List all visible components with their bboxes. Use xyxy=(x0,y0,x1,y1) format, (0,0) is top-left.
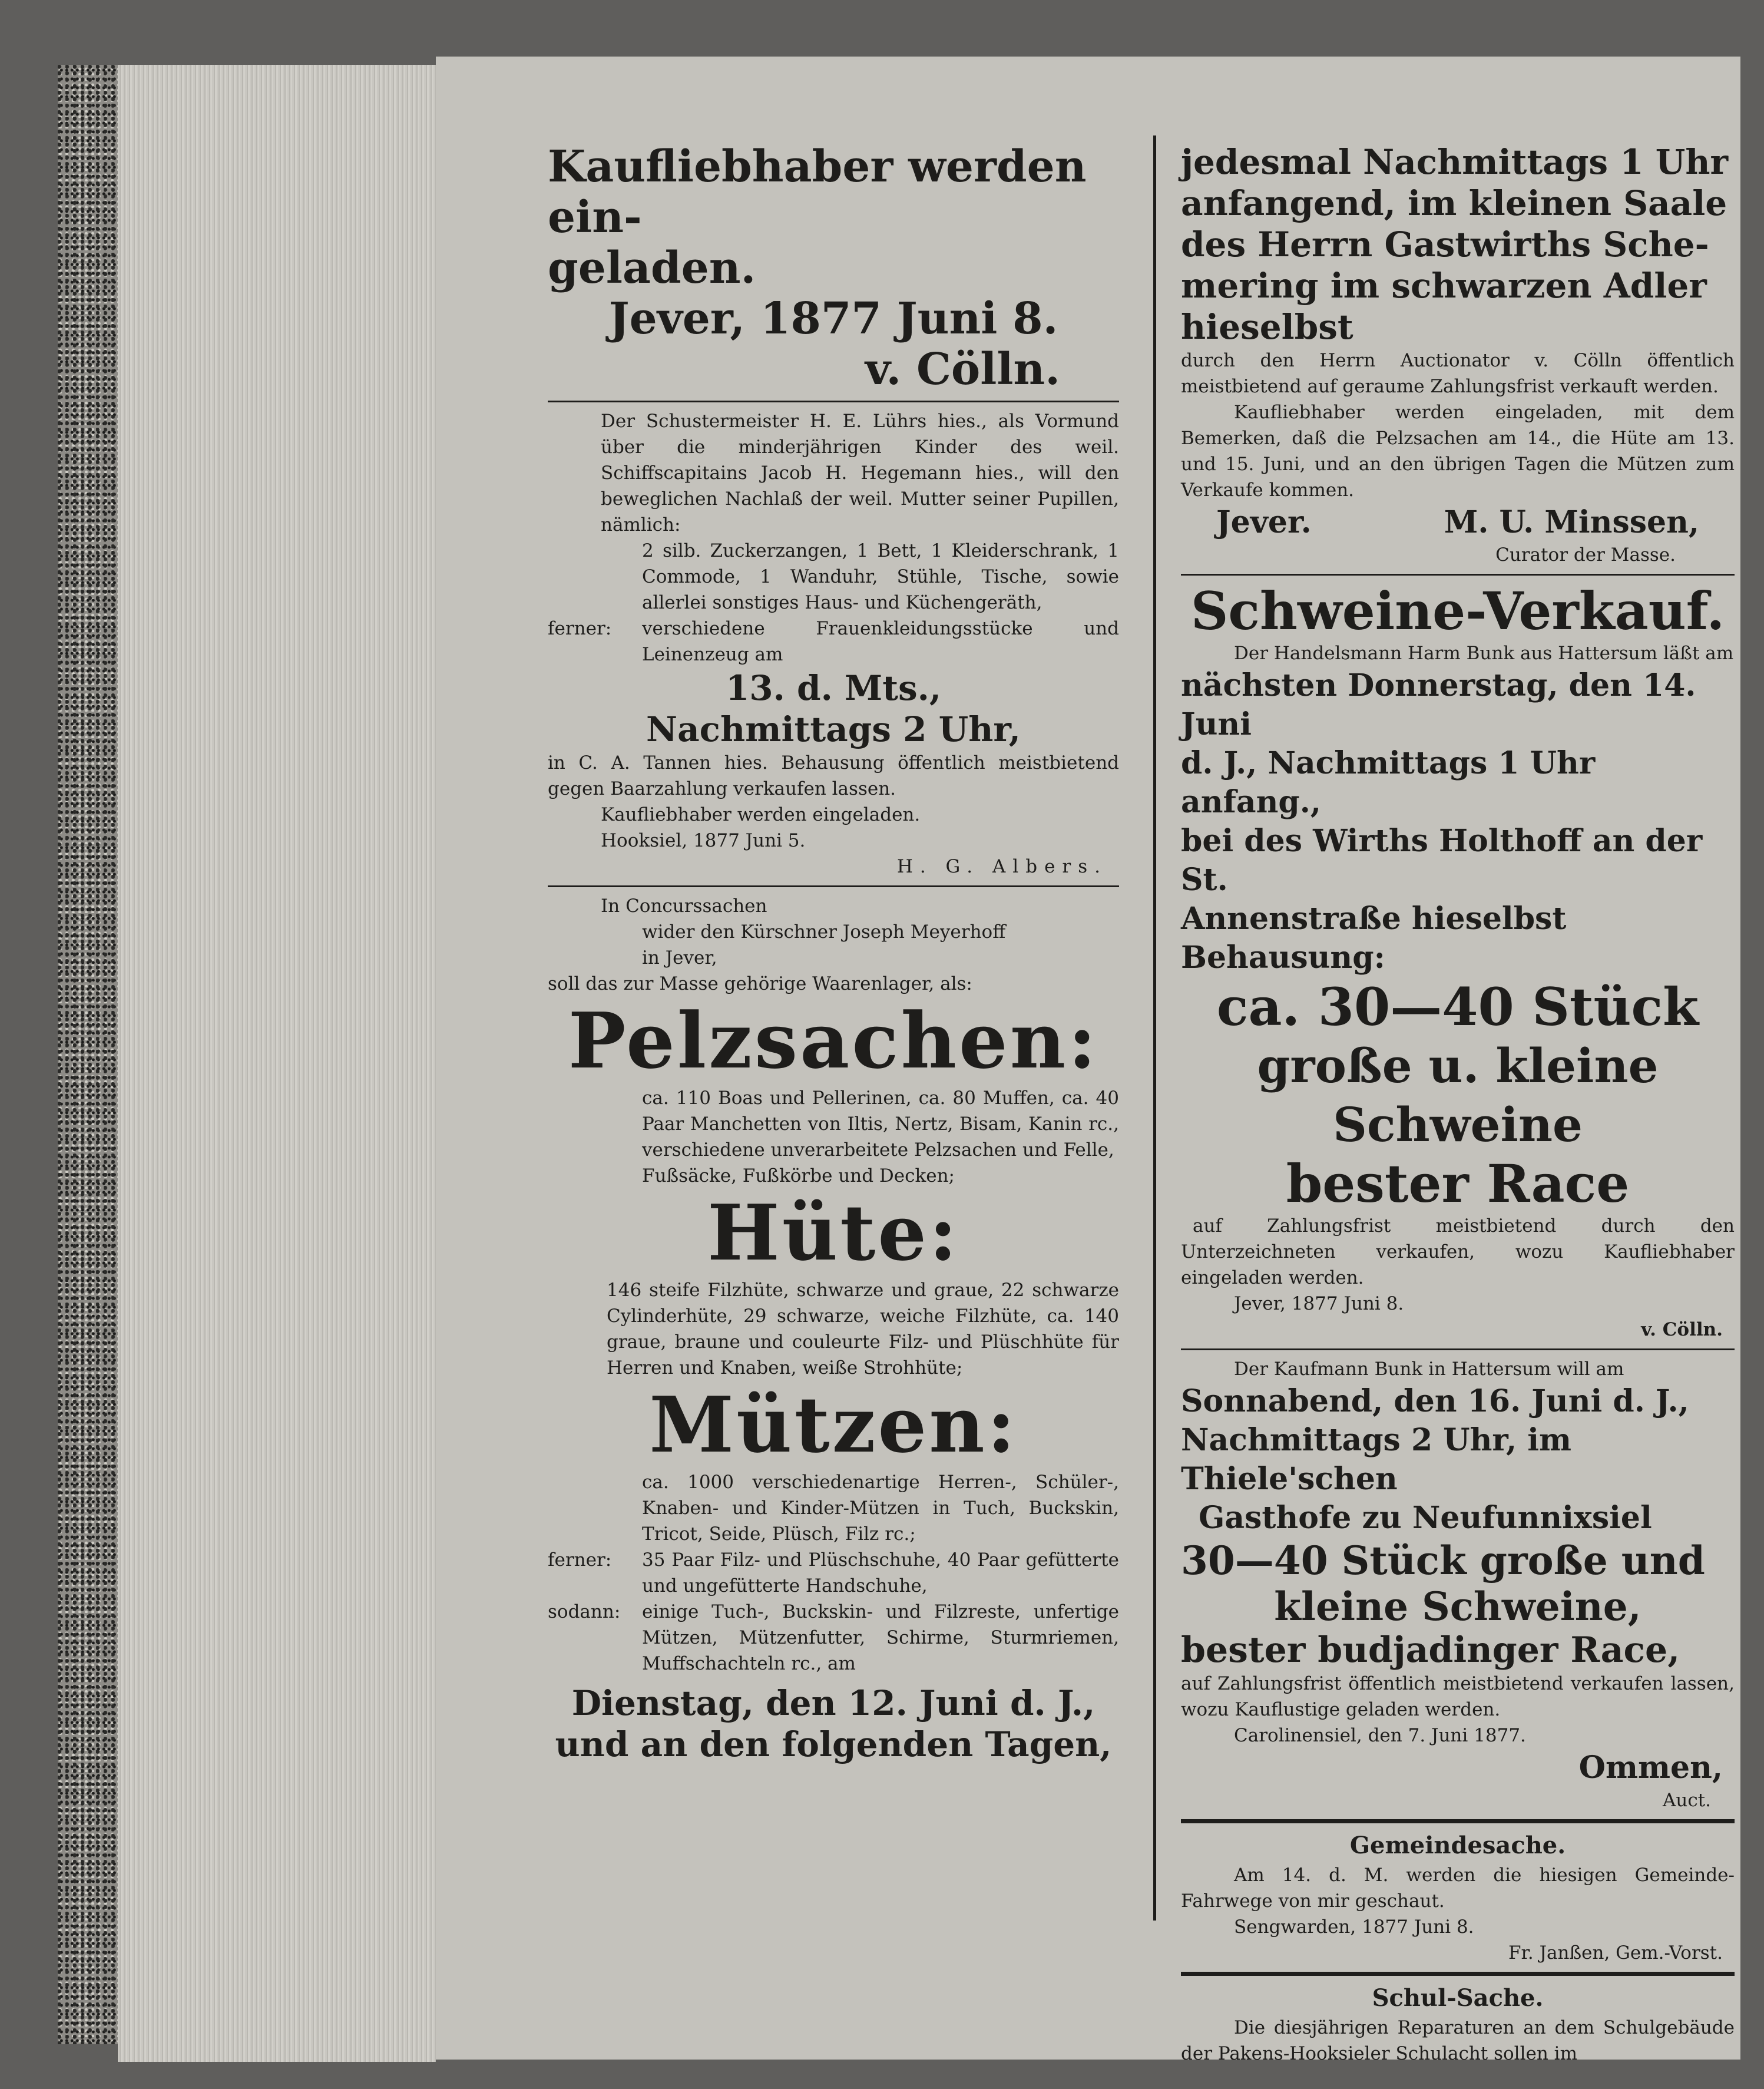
notice-signer: M. U. Minssen, xyxy=(1444,504,1699,540)
notice-signer: v. Cölln. xyxy=(1641,1319,1723,1340)
right-column xyxy=(1181,0,1735,2067)
item-list: 146 steife Filzhüte, schwarze und graue, 22 schwarze Cylinderhüte, 29 schwarze, weiche Filzhüte, ca. 140 graue, braune und couleurte Filz- und Plüschhüte für Herren und Knaben, weiße Strohhüte; xyxy=(607,1280,1119,1379)
notice-place: Jever, 1877 Juni 8. xyxy=(1234,1293,1404,1314)
notice-paragraph: durch den Herrn Auctionator v. Cölln öffentlich meistbietend auf geraume Zahlungsfrist verkauft werden. xyxy=(1181,350,1735,397)
notice-title: Schul-Sache. xyxy=(1372,1984,1544,2012)
notice-paragraph: Die diesjährigen Reparaturen an dem Schulgebäude der Pakens-Hooksieler Schulacht sollen im xyxy=(1181,2017,1735,2064)
label-sodann: sodann: xyxy=(548,1601,621,1622)
label-ferner: ferner: xyxy=(548,1549,612,1571)
notice-place: Sengwarden, 1877 Juni 8. xyxy=(1234,1916,1474,1938)
notice-signer: Ommen, xyxy=(1578,1750,1723,1786)
heading-pelzsachen: Pelzsachen: xyxy=(568,996,1099,1086)
auction-date: 13. d. Mts., xyxy=(725,668,942,708)
sale-details: Gasthofe zu Neufunnixsiel xyxy=(1199,1500,1652,1536)
notice-date: Jever, 1877 Juni 8. xyxy=(608,293,1058,344)
notice-paragraph: Der Schustermeister H. E. Lührs hies., als Vormund über die minderjährigen Kinder des weil. Schiffscapitains Jacob H. Hegemann hies., will den beweglichen Nachlaß der weil. Mutter seiner Pupillen, nämlich: xyxy=(601,411,1119,536)
community-notice xyxy=(1181,1829,1735,1966)
notice-paragraph: auf Zahlungsfrist öffentlich meistbietend verkaufen lassen, wozu Kauflustige geladen werden. xyxy=(1181,1673,1735,1720)
sale-details: Annenstraße hieselbst Behausung: xyxy=(1181,901,1567,976)
divider xyxy=(1181,1819,1735,1823)
notice-text: in Jever, xyxy=(642,947,717,969)
notice-role: Curator der Masse. xyxy=(1495,544,1676,566)
notice-text: wider den Kürschner Joseph Meyerhoff xyxy=(642,921,1006,943)
notice-signer: H. G. Albers. xyxy=(896,856,1107,877)
notice-text: anfangend, im kleinen Saale xyxy=(1181,183,1727,223)
notice-paragraph: Der Kaufmann Bunk in Hattersum will am xyxy=(1234,1358,1624,1380)
sale-headline: kleine Schweine, xyxy=(1274,1584,1641,1629)
item-list: Fußsäcke, Fußkörbe und Decken; xyxy=(642,1165,955,1186)
estate-auction-notice xyxy=(548,408,1119,880)
notice-paragraph: in C. A. Tannen hies. Behausung öffentlich meistbietend gegen Baarzahlung verkaufen lassen. xyxy=(548,752,1119,799)
sale-details: nächsten Donnerstag, den 14. Juni xyxy=(1181,667,1696,742)
heading-huete: Hüte: xyxy=(707,1188,960,1278)
notice-text: des Herrn Gastwirths Sche- xyxy=(1181,224,1709,265)
notice-text: jedesmal Nachmittags 1 Uhr xyxy=(1181,142,1729,182)
item-list: 35 Paar Filz- und Plüschschuhe, 40 Paar gefütterte und ungefütterte Handschuhe, xyxy=(642,1549,1119,1597)
divider xyxy=(548,885,1119,887)
page-stack xyxy=(118,65,436,2062)
divider xyxy=(548,401,1119,402)
label-ferner: ferner: xyxy=(548,618,612,639)
item-list: verschiedene Frauenkleidungsstücke und Leinenzeug am xyxy=(642,618,1119,665)
column-divider xyxy=(1153,135,1156,1921)
auction-date: und an den folgenden Tagen, xyxy=(555,1724,1112,1764)
sale-details: d. J., Nachmittags 1 Uhr anfang., xyxy=(1181,745,1596,820)
notice-paragraph: Der Handelsmann Harm Bunk aus Hattersum läßt am xyxy=(1234,643,1734,664)
notice-role: Auct. xyxy=(1662,1790,1711,1811)
notice-text: hieselbst xyxy=(1181,307,1353,347)
pig-sale-notice-1 xyxy=(1181,581,1735,1343)
sale-details: bei des Wirths Holthoff an der St. xyxy=(1181,823,1703,898)
notice-title: Gemeindesache. xyxy=(1349,1832,1566,1859)
bankruptcy-auction-notice xyxy=(548,893,1119,1765)
notice-paragraph: Am 14. d. M. werden die hiesigen Gemeinde-Fahrwege von mir geschaut. xyxy=(1181,1865,1735,1912)
sale-headline: bester budjadinger Race, xyxy=(1181,1629,1680,1671)
sale-details: Sonnabend, den 16. Juni d. J., xyxy=(1181,1383,1689,1419)
notice-place: Carolinensiel, den 7. Juni 1877. xyxy=(1234,1725,1526,1746)
left-column xyxy=(548,0,1119,1765)
sale-headline: 30—40 Stück große und xyxy=(1181,1538,1705,1584)
notice-signer: Fr. Janßen, Gem.-Vorst. xyxy=(1508,1942,1723,1964)
bankruptcy-auction-continued xyxy=(1181,141,1735,568)
notice-title: Schweine-Verkauf. xyxy=(1190,580,1725,642)
sale-details: Nachmittags 2 Uhr, im Thiele'schen xyxy=(1181,1422,1571,1497)
item-list: ca. 110 Boas und Pellerinen, ca. 80 Muffen, ca. 40 Paar Manchetten von Iltis, Nertz, Bisam, Kanin rc., verschiedene unverarbeitete Pelzsachen und Felle, xyxy=(642,1088,1119,1161)
auction-time: Nachmittags 2 Uhr, xyxy=(646,709,1021,749)
invite-text: Kaufliebhaber werden eingeladen. xyxy=(601,804,921,825)
notice-paragraph: auf Zahlungsfrist meistbietend durch den Unterzeichneten verkaufen, wozu Kaufliebhaber eingeladen werden. xyxy=(1181,1215,1735,1288)
item-list: einige Tuch-, Buckskin- und Filzreste, unfertige Mützen, Mützenfutter, Schirme, Sturmriemen, Muffschachteln rc., am xyxy=(642,1601,1119,1674)
notice-paragraph: Kaufliebhaber werden eingeladen, mit dem Bemerken, daß die Pelzsachen am 14., die Hüte am 13. und 15. Juni, und an den übrigen Tagen die Mützen zum Verkaufe kommen. xyxy=(1181,402,1735,501)
sale-headline: bester Race xyxy=(1286,1153,1630,1214)
auction-notice-end xyxy=(548,141,1119,395)
notice-text: Kaufliebhaber werden ein- xyxy=(548,141,1087,243)
notice-place: Hooksiel, 1877 Juni 5. xyxy=(601,830,806,851)
notice-text: geladen. xyxy=(548,243,756,293)
pig-sale-notice-2 xyxy=(1181,1356,1735,1813)
notice-place: Jever. xyxy=(1216,504,1312,540)
notice-text: soll das zur Masse gehörige Waarenlager, als: xyxy=(548,973,972,994)
school-notice xyxy=(1181,1982,1735,2067)
heading-muetzen: Mützen: xyxy=(649,1380,1018,1470)
notice-text: mering im schwarzen Adler xyxy=(1181,266,1707,306)
divider xyxy=(1181,1972,1735,1976)
auction-date: Dienstag, den 12. Juni d. J., xyxy=(571,1683,1096,1723)
divider xyxy=(1181,1348,1735,1350)
sale-headline: große u. kleine Schweine xyxy=(1257,1038,1659,1152)
item-list: ca. 1000 verschiedenartige Herren-, Schüler-, Knaben- und Kinder-Mützen in Tuch, Buckskin, Tricot, Seide, Plüsch, Filz rc.; xyxy=(642,1472,1119,1545)
sale-headline: ca. 30—40 Stück xyxy=(1216,976,1699,1037)
notice-text: In Concurssachen xyxy=(601,895,767,917)
item-list: 2 silb. Zuckerzangen, 1 Bett, 1 Kleiderschrank, 1 Commode, 1 Wanduhr, Stühle, Tische, sowie allerlei sonstiges Haus- und Küchengeräth, xyxy=(642,540,1119,613)
notice-signer: v. Cölln. xyxy=(865,344,1060,395)
divider xyxy=(1181,574,1735,576)
